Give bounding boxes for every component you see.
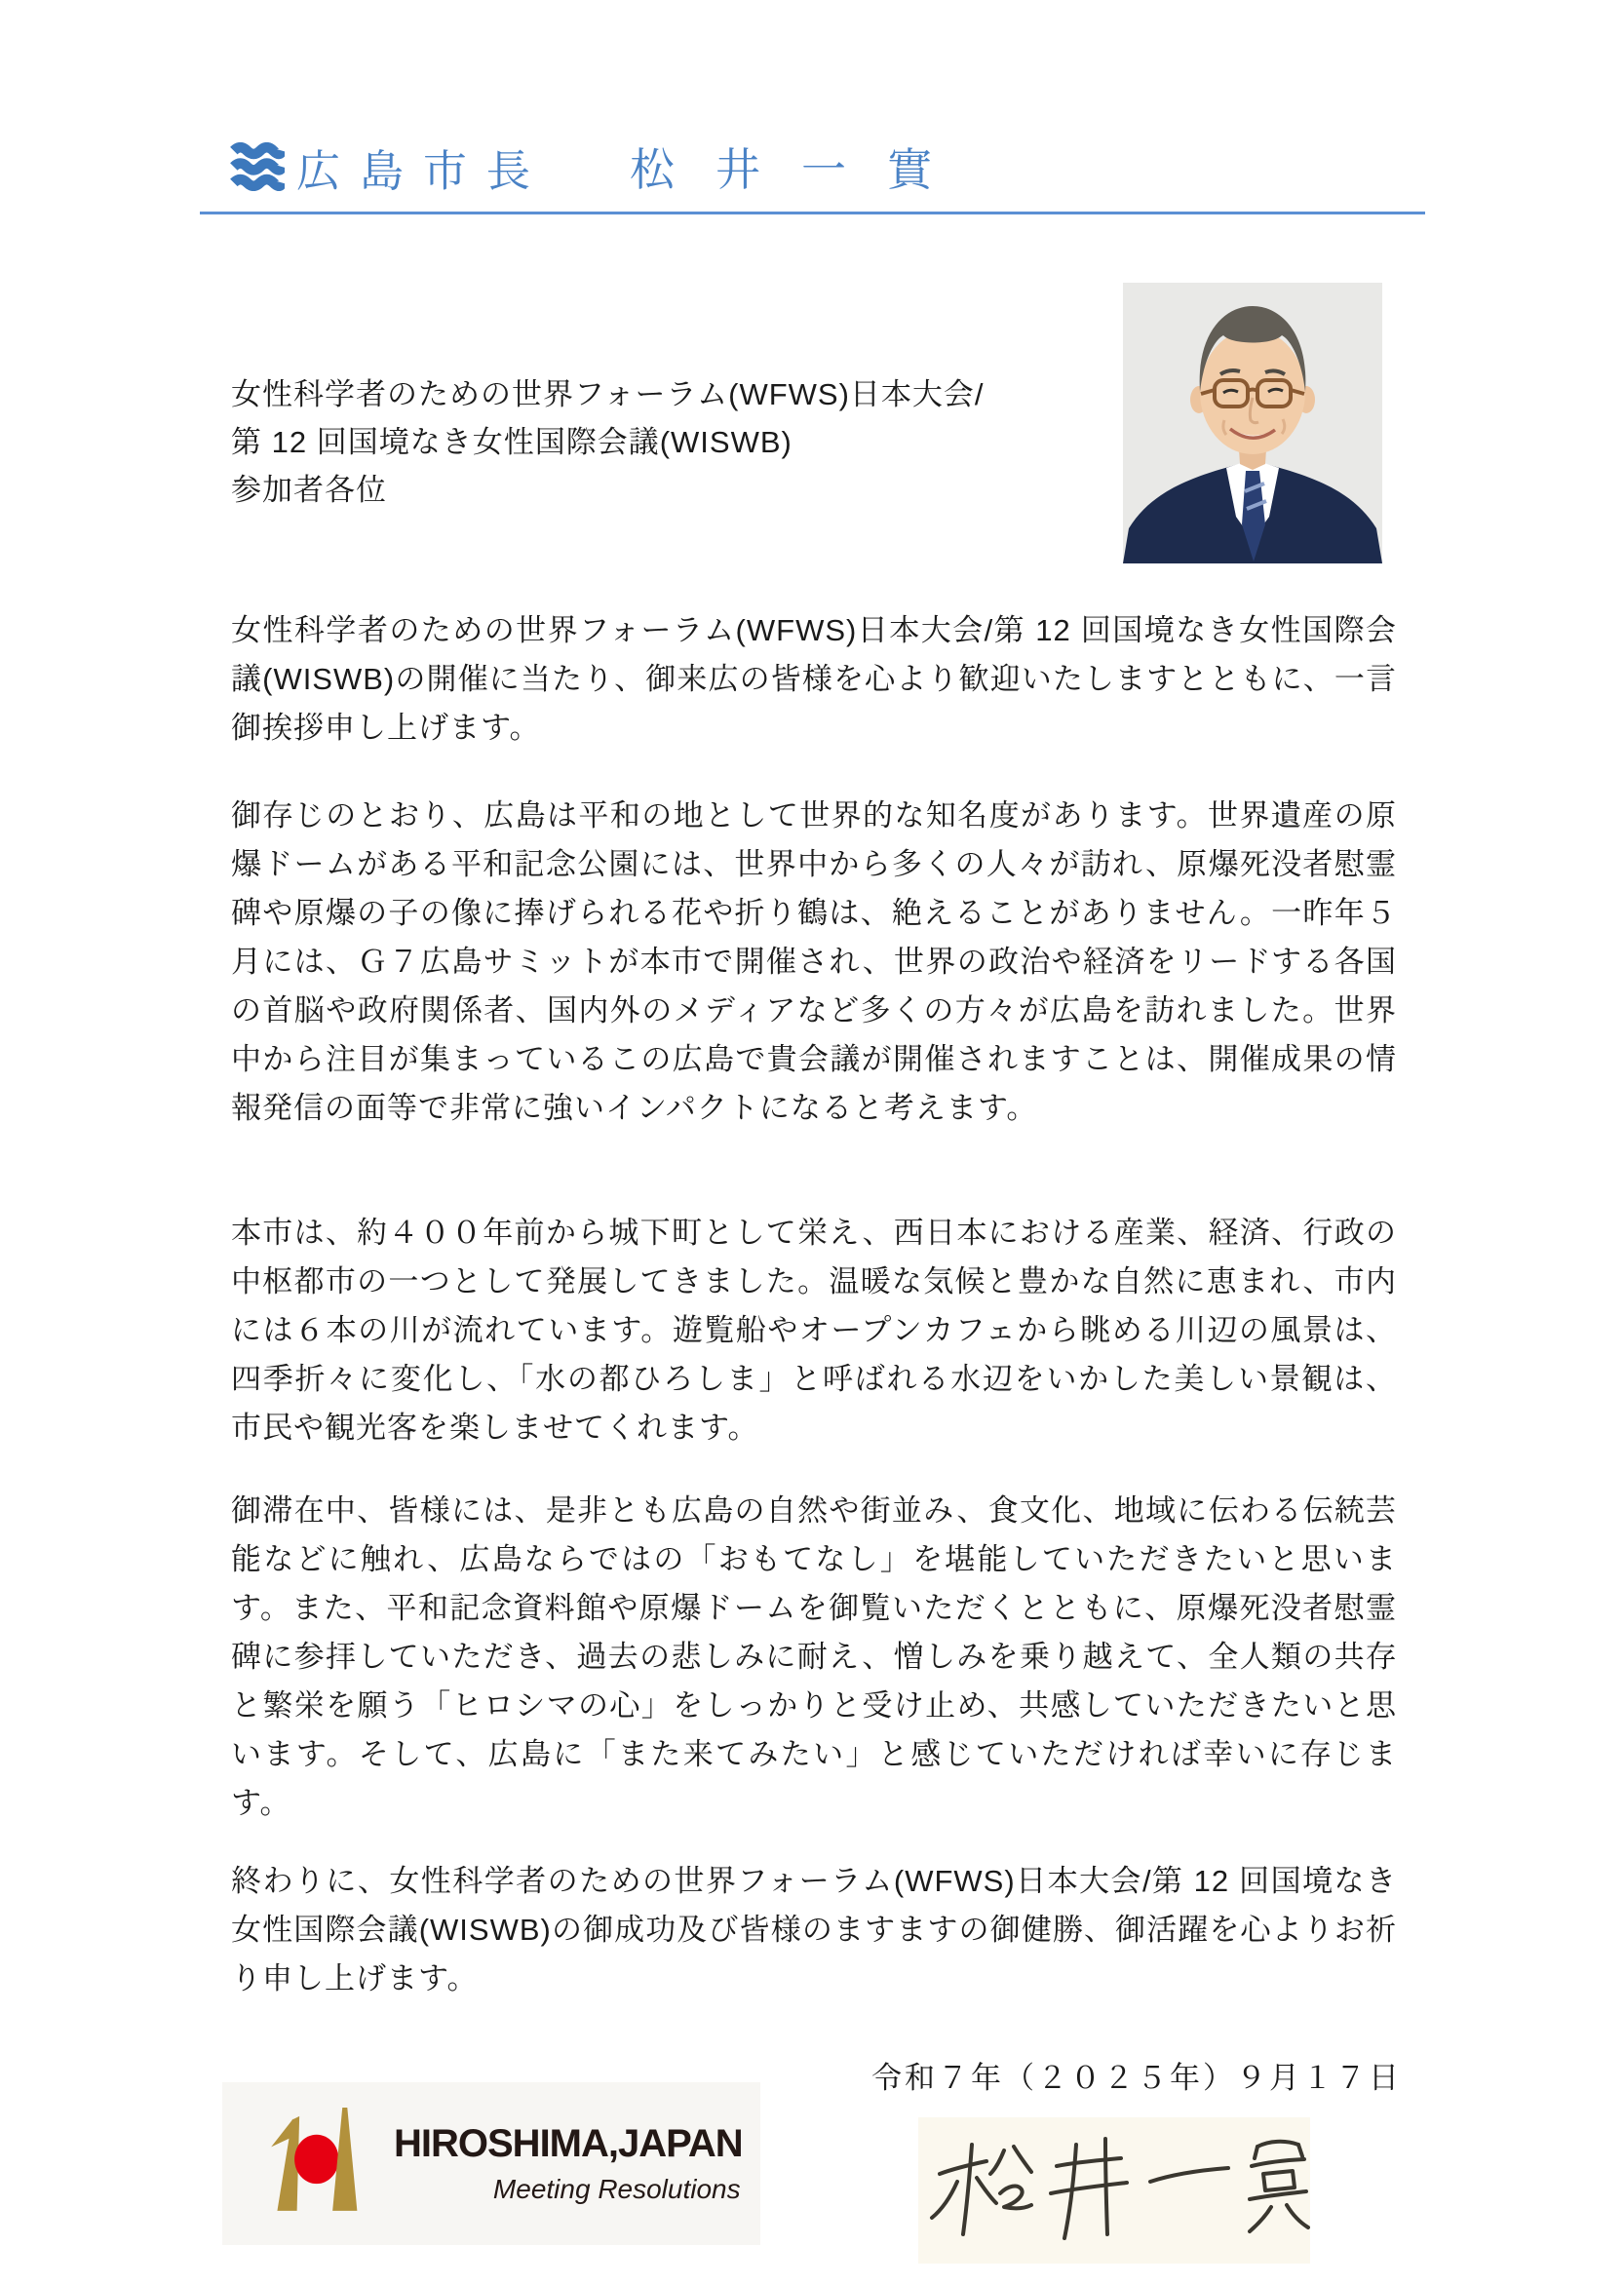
header-divider [200,212,1425,214]
header-office-title: 広島市長 [296,145,551,196]
recipient-line-3: 参加者各位 [231,473,387,507]
recipient-line-1: 女性科学者のための世界フォーラム(WFWS)日本大会/ [231,377,985,411]
body-paragraph-city-history: 本市は、約４００年前から城下町として栄え、西日本における産業、経済、行政の中枢都市の一つとして発展してきました。温暖な気候と豊かな自然に恵まれ、市内には６本の川が流れています。遊覧船やオープンカフェから眺める川辺の風景は、四季折々に変化し、「水の都ひろしま」と呼ばれる水辺をいかした美しい景観は、市民や観光客を楽しませてくれます。 [231,1216,1397,1445]
date-line: 令和７年（２０２５年）９月１７日 [871,2061,1402,2095]
body-paragraph-peace-city: 御存じのとおり、広島は平和の地として世界的な知名度があります。世界遺産の原爆ドームがある平和記念公園には、世界中から多くの人々が訪れ、原爆死没者慰霊碑や原爆の子の像に捧げられる花や折り鶴は、絶えることがありません。一昨年５月には、Ｇ７広島サミットが本市で開催され、世界の政治や経済をリードする各国の首脳や政府関係者、国内外のメディアなど多くの方々が広島を訪れました。世界中から注目が集まっているこの広島で貴会議が開催されますことは、開催成果の情報発信の面等で非常に強いインパクトになると考えます。 [231,798,1397,1125]
body-paragraph-greeting: 女性科学者のための世界フォーラム(WFWS)日本大会/第 12 回国境なき女性国際会議(WISWB)の開催に当たり、御来広の皆様を心より歓迎いたしますとともに、一言御挨拶申し上げます。 [231,613,1397,745]
hiroshima-japan-logo [222,2082,760,2245]
waves-icon [230,142,285,191]
body-paragraph-closing: 終わりに、女性科学者のための世界フォーラム(WFWS)日本大会/第 12 回国境なき女性国際会議(WISWB)の御成功及び皆様のますますの御健勝、御活躍を心よりお祈り申し上げます。 [231,1864,1397,1995]
recipient-line-2: 第 12 回国境なき女性国際会議(WISWB) [231,425,793,459]
logo-subtitle: Meeting Resolutions [492,2174,741,2204]
mayor-signature [918,2117,1310,2264]
body-paragraph-stay-invitation: 御滞在中、皆様には、是非とも広島の自然や街並み、食文化、地域に伝わる伝統芸能などに触れ、広島ならではの「おもてなし」を堪能していただきたいと思います。また、平和記念資料館や原爆ドームを御覧いただくとともに、原爆死没者慰霊碑に参拝していただき、過去の悲しみに耐え、憎しみを乗り越えて、全人類の共存と繁栄を願う「ヒロシマの心」をしっかりと受け止め、共感していただきたいと思います。そして、広島に「また来てみたい」と感じていただければ幸いに存じます。 [231,1493,1397,1820]
header-mayor-name: 松井一實 [630,145,974,195]
mayor-portrait-photo [1123,283,1382,563]
logo-title: HIROSHIMA,JAPAN [394,2122,743,2165]
logo-text-block [394,2122,743,2205]
header-brand [230,135,973,199]
cranes-logo-icon [251,2103,374,2226]
recipient-block [231,370,985,514]
